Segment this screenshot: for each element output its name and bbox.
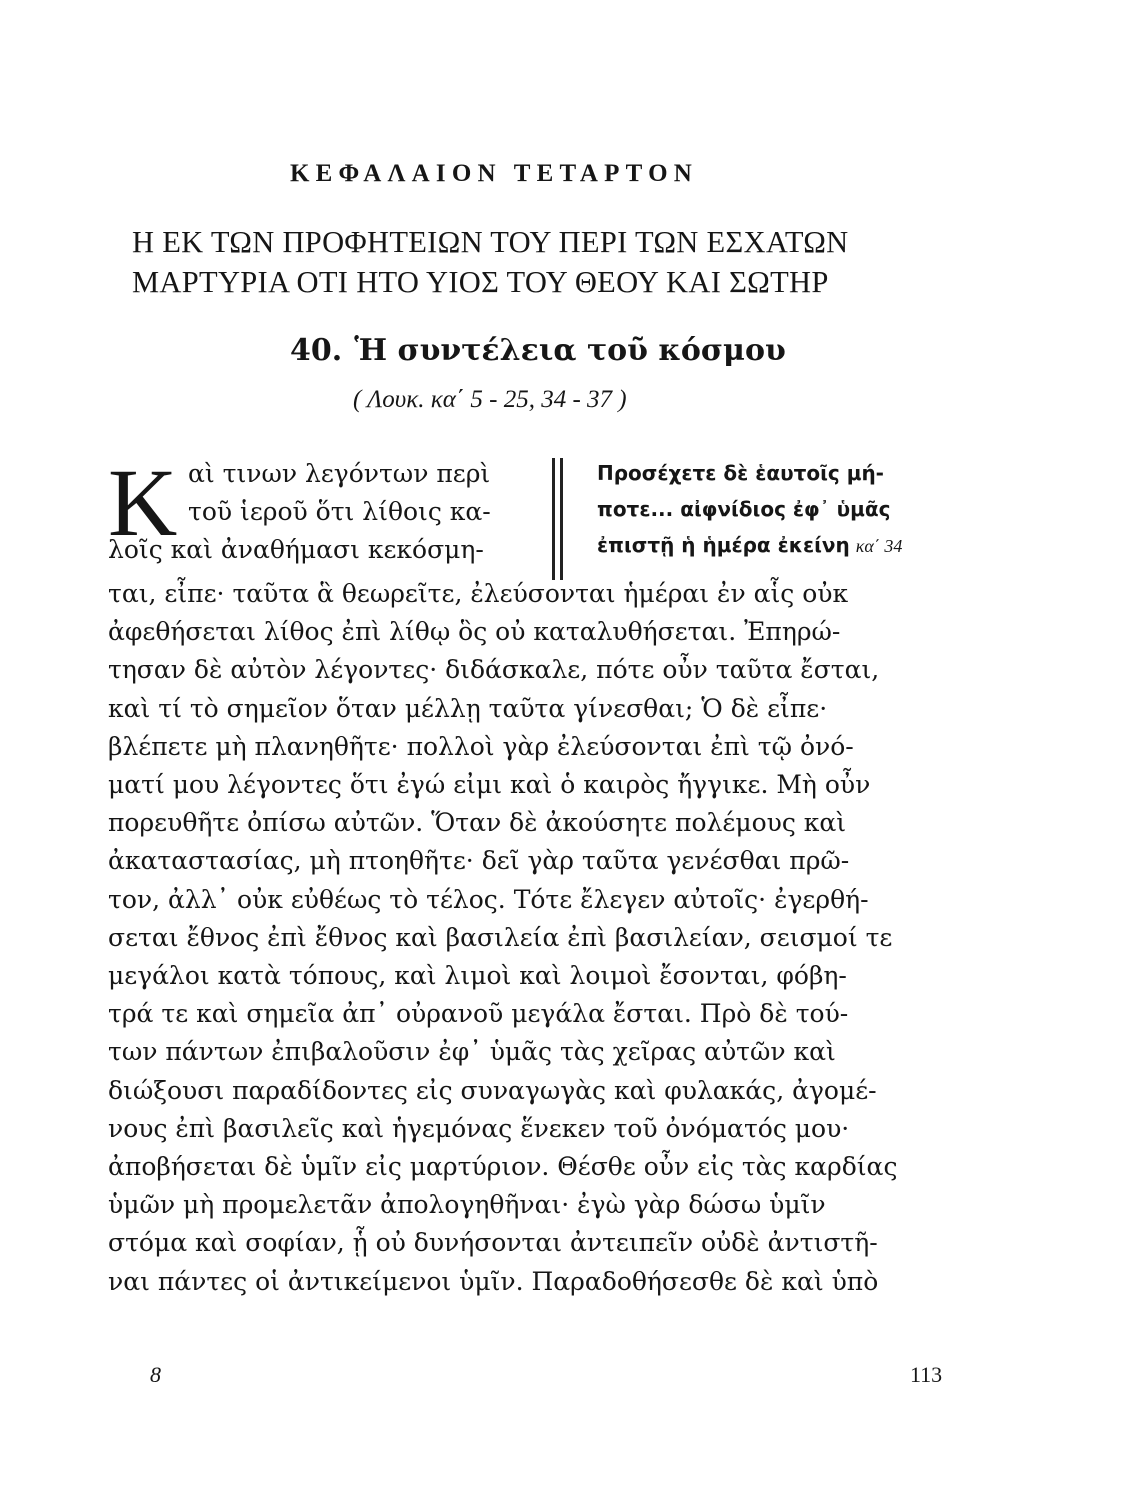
text-line: καὶ τί τὸ σημεῖον ὅταν μέλλῃ ταῦτα γίνεσθαι; Ὁ δὲ εἶπε·: [108, 693, 828, 723]
text-line: ται, εἶπε· ταῦτα ἃ θεωρεῖτε, ἐλεύσονται ἡμέραι ἐν αἷς οὐκ: [108, 579, 849, 608]
text-line: ὑμῶν μὴ προμελετᾶν ἀπολογηθῆναι· ἐγὼ γὰρ δώσω ὑμῖν: [108, 1190, 826, 1220]
text-line: ματί μου λέγοντες ὅτι ἐγώ εἰμι καὶ ὁ καιρὸς ἤγγικε. Μὴ οὖν: [108, 770, 871, 800]
text-line: ναι πάντες οἱ ἀντικείμενοι ὑμῖν. Παραδοθήσεσθε δὲ καὶ ὑπὸ: [108, 1266, 879, 1296]
text-line: πορευθῆτε ὀπίσω αὐτῶν. Ὅταν δὲ ἀκούσητε πολέμους καὶ: [108, 808, 847, 838]
text-line: μεγάλοι κατὰ τόπους, καὶ λιμοὶ καὶ λοιμοὶ ἔσονται, φόβη-: [108, 961, 847, 991]
text-line: των πάντων ἐπιβαλοῦσιν ἐφ᾽ ὑμᾶς τὰς χεῖρας αὐτῶν καὶ: [108, 1037, 836, 1067]
section-number: 40.: [290, 333, 343, 368]
text-line: νους ἐπὶ βασιλεῖς καὶ ἡγεμόνας ἕνεκεν τοῦ ὀνόματός μου·: [108, 1113, 850, 1143]
text-line: ἀποβήσεται δὲ ὑμῖν εἰς μαρτύριον. Θέσθε οὖν εἰς τὰς καρδίας: [108, 1152, 898, 1182]
text-line: σεται ἔθνος ἐπὶ ἔθνος καὶ βασιλεία ἐπὶ βασιλείαν, σεισμοί τε: [108, 922, 893, 952]
section-title: Ἡ συντέλεια τοῦ κόσμου: [354, 333, 786, 368]
margin-quote: [597, 455, 957, 564]
intro-line: τοῦ ἱεροῦ ὅτι λίθοις κα-: [188, 497, 491, 526]
margin-quote-line: ἐπιστῇ ἡ ἡμέρα ἐκείνη: [597, 533, 850, 557]
intro-line: αὶ τινων λεγόντων περὶ: [188, 459, 491, 488]
margin-quote-line: Προσέχετε δὲ ἑαυτοῖς μή-: [597, 461, 884, 485]
section-reference: ( Λουκ. κα΄ 5 - 25, 34 - 37 ): [353, 386, 627, 413]
subtitle-line: Η ΕΚ ΤΩΝ ΠΡΟΦΗΤΕΙΩΝ ΤΟΥ ΠΕΡΙ ΤΩΝ ΕΣΧΑΤΩΝ: [132, 225, 849, 259]
signature-mark: 8: [150, 1362, 161, 1387]
margin-quote-line: ποτε... αἰφνίδιος ἐφ᾽ ὑμᾶς: [597, 497, 891, 521]
page-number: 113: [910, 1362, 943, 1387]
chapter-subtitle: [132, 222, 1012, 302]
margin-quote-reference: κα΄ 34: [855, 536, 903, 556]
text-line: τρά τε καὶ σημεῖα ἀπ᾽ οὐρανοῦ μεγάλα ἔσται. Πρὸ δὲ τού-: [108, 999, 849, 1029]
text-line: στόμα καὶ σοφίαν, ᾗ οὐ δυνήσονται ἀντειπεῖν οὐδὲ ἀντιστῆ-: [108, 1228, 878, 1258]
subtitle-line: ΜΑΡΤΥΡΙΑ ΟΤΙ ΗΤΟ ΥΙΟΣ ΤΟΥ ΘΕΟΥ ΚΑΙ ΣΩΤΗΡ: [132, 265, 829, 299]
drop-cap: Κ: [108, 449, 178, 556]
section-heading: [290, 333, 890, 368]
intro-line: λοῖς καὶ ἀναθήμασι κεκόσμη-: [108, 535, 484, 564]
text-line: ἀφεθήσεται λίθος ἐπὶ λίθῳ ὃς οὐ καταλυθήσεται. Ἐπηρώ-: [108, 617, 841, 647]
text-line: βλέπετε μὴ πλανηθῆτε· πολλοὶ γὰρ ἐλεύσονται ἐπὶ τῷ ὀνό-: [108, 731, 854, 761]
text-line: τον, ἀλλ᾽ οὐκ εὐθέως τὸ τέλος. Τότε ἔλεγεν αὐτοῖς· ἐγερθή-: [108, 884, 869, 914]
sidebar-divider: [552, 458, 555, 580]
sidebar-divider: [560, 458, 563, 580]
text-line: διώξουσι παραδίδοντες εἰς συναγωγὰς καὶ φυλακάς, ἀγομέ-: [108, 1075, 877, 1105]
text-line: τησαν δὲ αὐτὸν λέγοντες· διδάσκαλε, πότε οὖν ταῦτα ἔσται,: [108, 655, 880, 685]
body-text: [108, 575, 958, 1301]
chapter-title: ΚΕΦΑΛΑΙΟΝ ΤΕΤΑΡΤΟΝ: [290, 160, 698, 187]
text-line: ἀκαταστασίας, μὴ πτοηθῆτε· δεῖ γὰρ ταῦτα γενέσθαι πρῶ-: [108, 846, 850, 876]
